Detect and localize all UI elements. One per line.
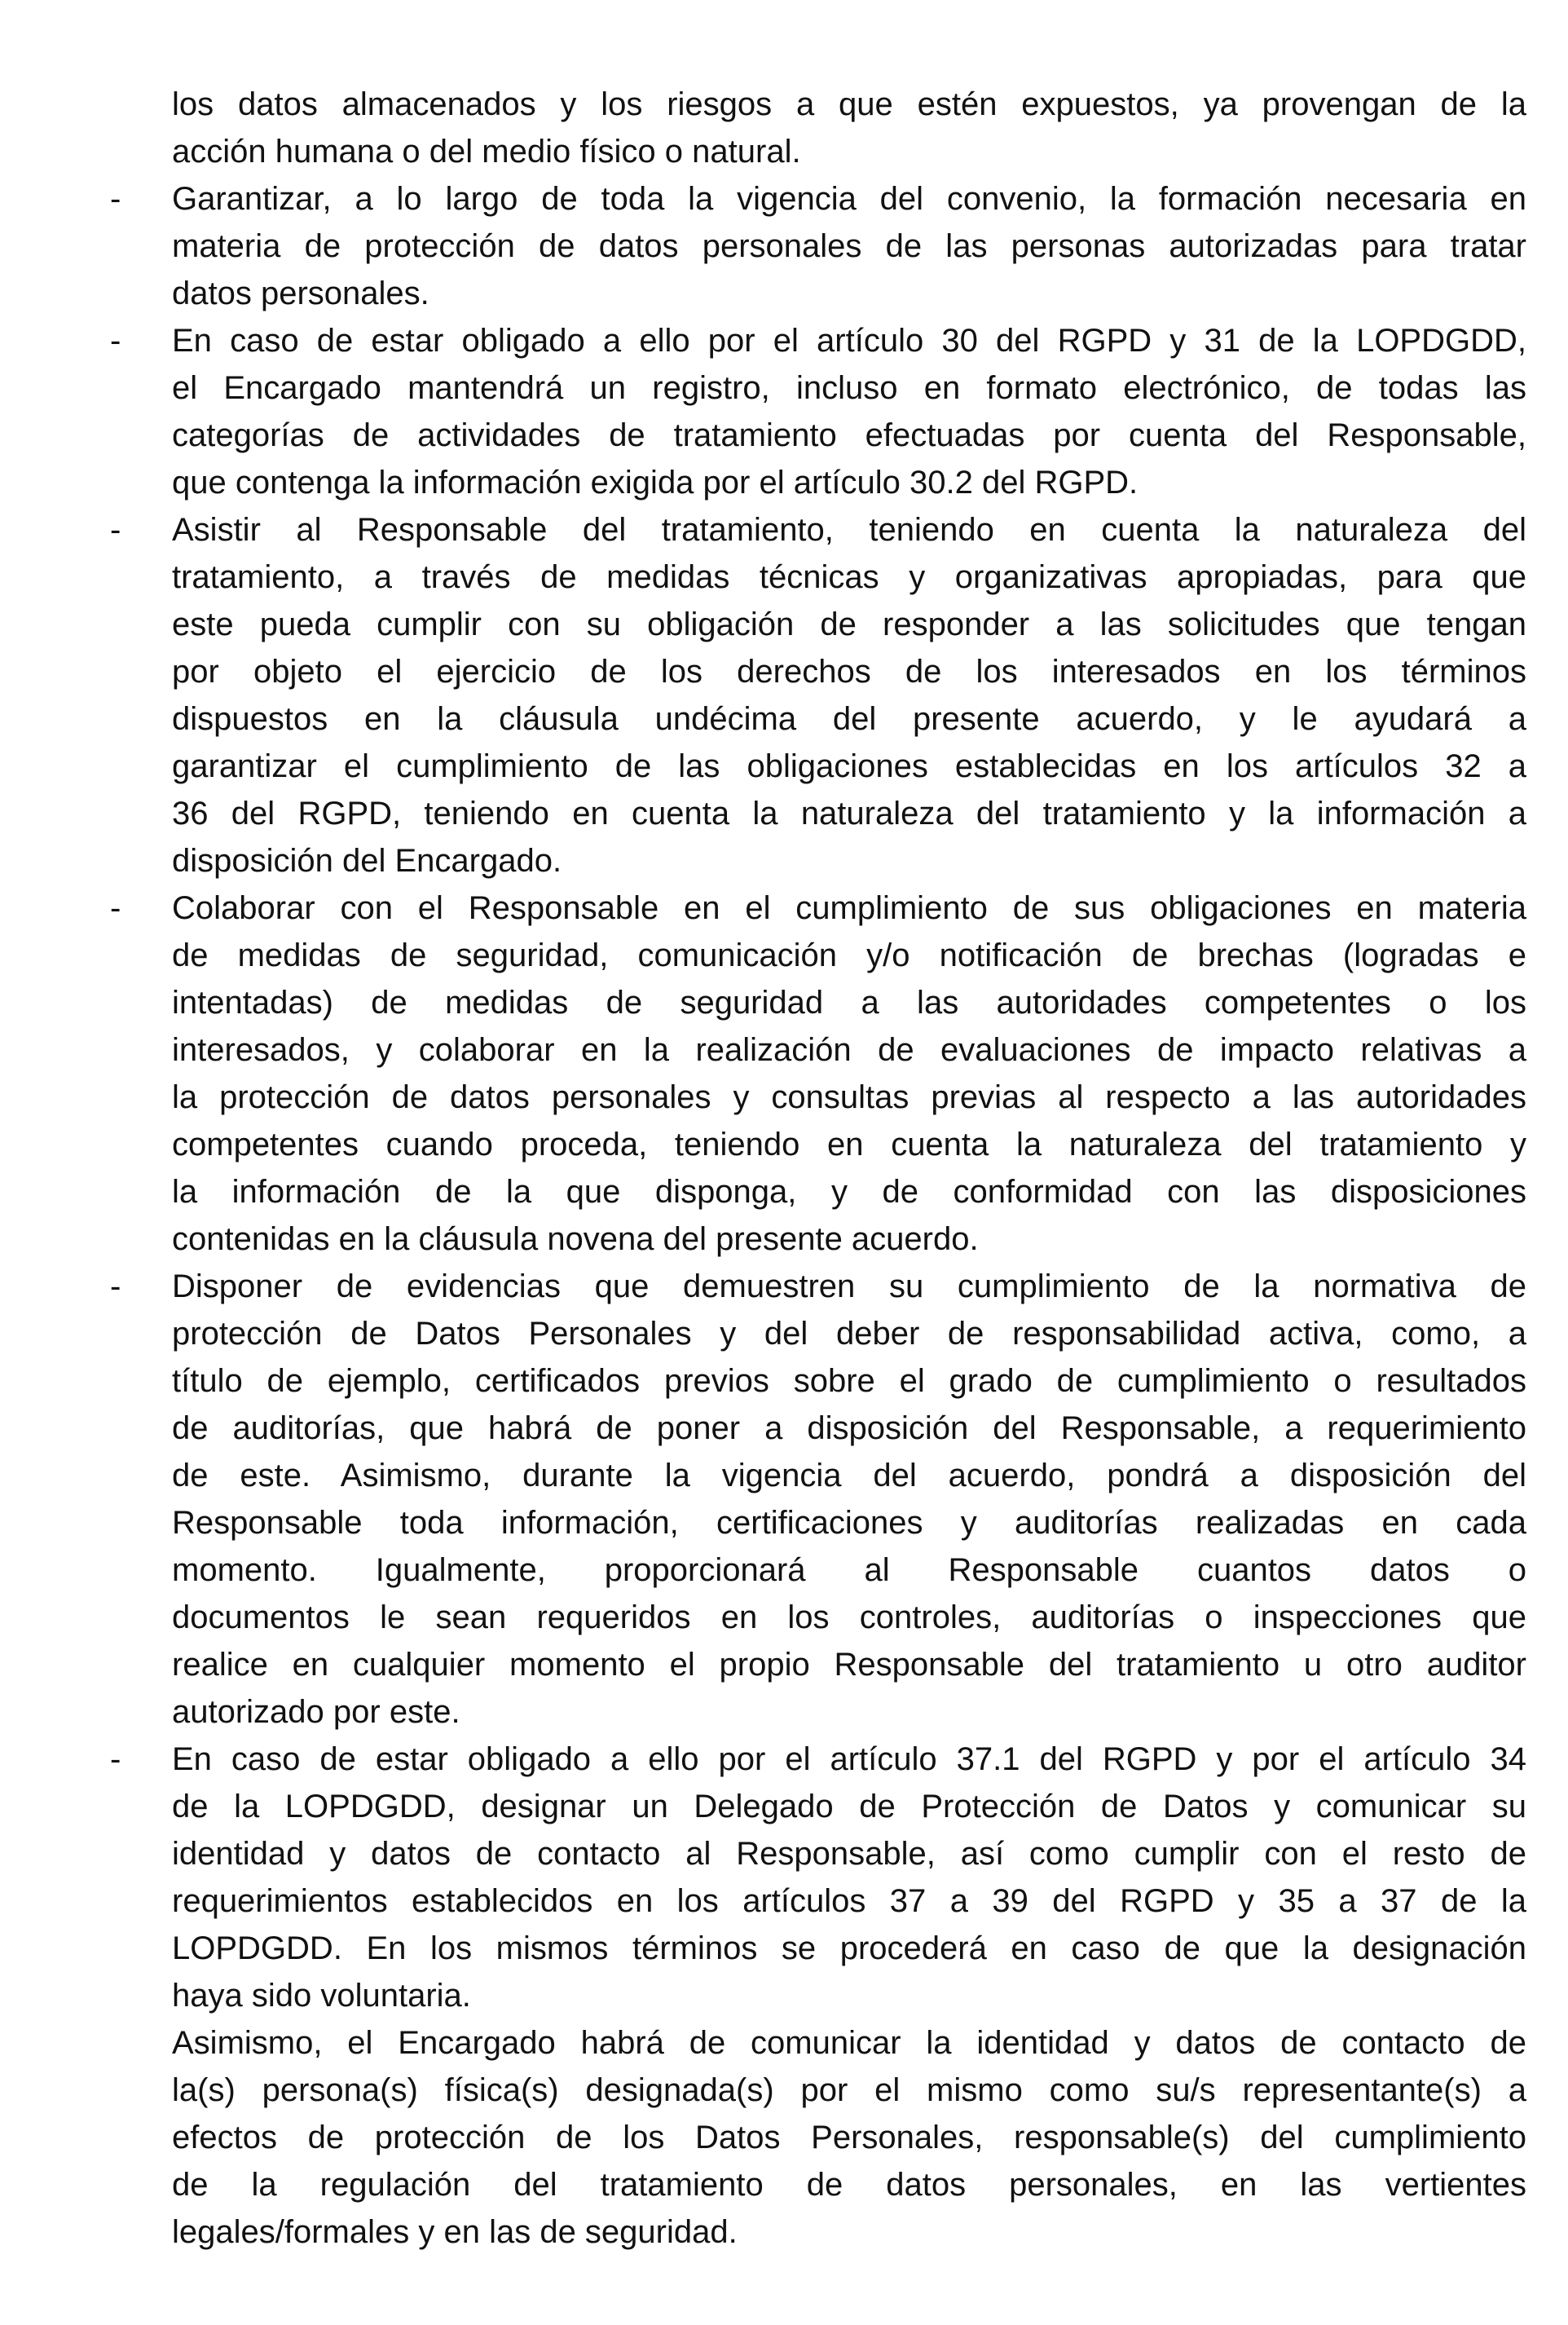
- bullet-item: [110, 1263, 1526, 1736]
- text-line: de este. Asimismo, durante la vigencia del acuerdo, pondrá a disposición del: [172, 1458, 1526, 1493]
- text-line: En caso de estar obligado a ello por el artículo 30 del RGPD y 31 de la LOPDGDD,: [172, 323, 1526, 359]
- text-line: de auditorías, que habrá de poner a disposición del Responsable, a requerimiento: [172, 1410, 1526, 1446]
- text-line: los datos almacenados y los riesgos a que estén expuestos, ya provengan de la: [172, 86, 1526, 122]
- text-line: la(s) persona(s) física(s) designada(s) por el mismo como su/s representante(s) a: [172, 2072, 1526, 2108]
- text-line: tratamiento, a través de medidas técnicas y organizativas apropiadas, para que: [172, 559, 1526, 595]
- bullet-item: [110, 175, 1526, 317]
- document-body: [110, 81, 1526, 2256]
- dash-bullet: -: [110, 890, 121, 926]
- dash-bullet: -: [110, 1741, 121, 1777]
- dash-bullet: -: [110, 323, 121, 359]
- text-line: datos personales.: [172, 276, 429, 311]
- text-line: identidad y datos de contacto al Responsable, así como cumplir con el resto de: [172, 1836, 1526, 1872]
- text-line: la protección de datos personales y consultas previas al respecto a las autoridades: [172, 1079, 1526, 1115]
- text-line: haya sido voluntaria.: [172, 1978, 471, 2014]
- text-line: título de ejemplo, certificados previos sobre el grado de cumplimiento o resultados: [172, 1363, 1526, 1399]
- text-line: por objeto el ejercicio de los derechos de los interesados en los términos: [172, 654, 1526, 690]
- dash-bullet: -: [110, 512, 121, 548]
- text-line: 36 del RGPD, teniendo en cuenta la naturaleza del tratamiento y la información a: [172, 796, 1526, 832]
- text-line: intentadas) de medidas de seguridad a las autoridades competentes o los: [172, 985, 1526, 1021]
- text-line: requerimientos establecidos en los artículos 37 a 39 del RGPD y 35 a 37 de la: [172, 1883, 1526, 1919]
- text-line: legales/formales y en las de seguridad.: [172, 2214, 738, 2250]
- bullet-item: [110, 885, 1526, 1263]
- text-line: Disponer de evidencias que demuestren su cumplimiento de la normativa de: [172, 1268, 1526, 1304]
- text-line: Colaborar con el Responsable en el cumplimiento de sus obligaciones en materia: [172, 890, 1526, 926]
- text-line: Asistir al Responsable del tratamiento, teniendo en cuenta la naturaleza del: [172, 512, 1526, 548]
- dash-bullet: -: [110, 1268, 121, 1304]
- text-line: efectos de protección de los Datos Personales, responsable(s) del cumplimiento: [172, 2120, 1526, 2155]
- bullet-item: [110, 506, 1526, 885]
- text-line: interesados, y colaborar en la realización de evaluaciones de impacto relativas a: [172, 1032, 1526, 1068]
- text-line: dispuestos en la cláusula undécima del presente acuerdo, y le ayudará a: [172, 701, 1526, 737]
- text-line: garantizar el cumplimiento de las obligaciones establecidas en los artículos 32 a: [172, 748, 1526, 784]
- text-line: categorías de actividades de tratamiento efectuadas por cuenta del Responsable,: [172, 417, 1526, 453]
- dash-bullet: -: [110, 181, 121, 217]
- text-line: autorizado por este.: [172, 1694, 460, 1730]
- text-line: materia de protección de datos personales de las personas autorizadas para tratar: [172, 228, 1526, 264]
- text-line: disposición del Encargado.: [172, 843, 562, 879]
- text-line: de la LOPDGDD, designar un Delegado de Protección de Datos y comunicar su: [172, 1789, 1526, 1824]
- text-line: contenidas en la cláusula novena del presente acuerdo.: [172, 1221, 979, 1257]
- paragraph: [172, 2019, 1526, 2256]
- text-line: protección de Datos Personales y del deber de responsabilidad activa, como, a: [172, 1316, 1526, 1352]
- text-line: Asimismo, el Encargado habrá de comunicar la identidad y datos de contacto de: [172, 2025, 1526, 2061]
- bullet-item: [110, 1736, 1526, 2019]
- text-line: el Encargado mantendrá un registro, incluso en formato electrónico, de todas las: [172, 370, 1526, 406]
- text-line: de la regulación del tratamiento de datos personales, en las vertientes: [172, 2167, 1526, 2203]
- text-line: este pueda cumplir con su obligación de responder a las solicitudes que tengan: [172, 607, 1526, 642]
- text-line: acción humana o del medio físico o natural.: [172, 134, 801, 170]
- text-line: competentes cuando proceda, teniendo en cuenta la naturaleza del tratamiento y: [172, 1127, 1526, 1162]
- bullet-item: [110, 317, 1526, 506]
- text-line: En caso de estar obligado a ello por el artículo 37.1 del RGPD y por el artículo 34: [172, 1741, 1526, 1777]
- text-line: momento. Igualmente, proporcionará al Responsable cuantos datos o: [172, 1552, 1526, 1588]
- paragraph: [172, 81, 1526, 175]
- text-line: Garantizar, a lo largo de toda la vigencia del convenio, la formación necesaria en: [172, 181, 1526, 217]
- text-line: Responsable toda información, certificaciones y auditorías realizadas en cada: [172, 1505, 1526, 1541]
- text-line: de medidas de seguridad, comunicación y/o notificación de brechas (logradas e: [172, 938, 1526, 973]
- text-line: realice en cualquier momento el propio Responsable del tratamiento u otro auditor: [172, 1647, 1526, 1683]
- text-line: documentos le sean requeridos en los controles, auditorías o inspecciones que: [172, 1599, 1526, 1635]
- text-line: que contenga la información exigida por el artículo 30.2 del RGPD.: [172, 465, 1139, 501]
- text-line: la información de la que disponga, y de conformidad con las disposiciones: [172, 1174, 1526, 1210]
- text-line: LOPDGDD. En los mismos términos se procederá en caso de que la designación: [172, 1930, 1526, 1966]
